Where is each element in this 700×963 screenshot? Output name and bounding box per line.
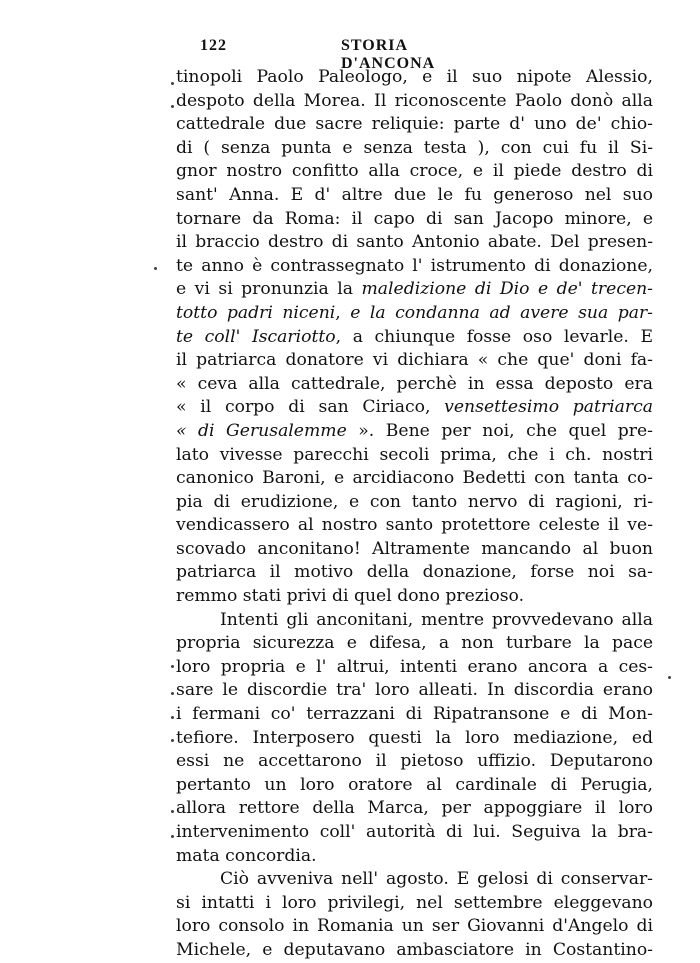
text-line — [176, 278, 653, 302]
text-line: Intenti gli anconitani, mentre provvedevano alla — [220, 609, 653, 630]
text-line: il patriarca donatore vi dichiara « che que' doni fa- — [176, 350, 653, 371]
text-span: ». Bene per noi, che quel pre- — [346, 420, 653, 441]
running-title: STORIA D'ANCONA — [341, 37, 436, 72]
text-line: i fermani co' terrazzani di Ripatransone e di Mon- — [176, 704, 653, 725]
page-number: 122 — [200, 37, 227, 54]
margin-mark — [154, 267, 157, 270]
text-span: e vi si pronunzia la — [176, 279, 362, 300]
text-line: cattedrale due sacre reliquie: parte d' uno de' chio- — [176, 114, 653, 135]
text-line: intervenimento coll' autorità di lui. Seguiva la bra- — [176, 822, 653, 842]
text-line: si intatti i loro privilegi, nel settembre eleggevano — [176, 892, 653, 913]
italic-text: e la condanna ad avere sua par- — [350, 302, 653, 323]
text-line — [176, 420, 653, 444]
paragraph-3 — [176, 868, 653, 962]
text-line: scovado anconitano! Altramente mancando al buon — [176, 538, 653, 559]
text-line: propria sicurezza e difesa, a non turbare la pace — [176, 633, 653, 654]
margin-mark — [171, 739, 174, 742]
text-line: vendicassero al nostro santo protettore celeste il ve- — [176, 515, 653, 536]
text-line: loro propria e l' altrui, intenti erano ancora a ces- — [176, 656, 653, 677]
italic-text: te coll' Iscariotto — [176, 326, 336, 347]
paragraph-1 — [176, 66, 653, 609]
text-line: sare le discordie tra' loro alleati. In discordia erano — [176, 680, 653, 701]
text-line: tefiore. Interposero questi la loro mediazione, ed — [176, 727, 653, 748]
margin-mark — [171, 692, 174, 695]
text-line: pertanto un loro oratore al cardinale di Perugia, — [176, 774, 653, 795]
text-line — [176, 326, 653, 350]
text-line — [176, 302, 653, 326]
italic-text: vensettesimo patriarca — [444, 397, 654, 418]
text-line: lato vivesse parecchi secoli prima, che i ch. nostri — [176, 444, 653, 465]
text-line — [176, 396, 653, 420]
margin-mark — [171, 716, 174, 719]
text-line: tornare da Roma: il capo di san Jacopo minore, e — [176, 208, 653, 229]
text-line: te anno è contrassegnato l' istrumento di donazione, — [176, 255, 653, 276]
text-line: allora rettore della Marca, per appoggiare il loro — [176, 798, 653, 819]
text-line: tinopoli Paolo Paleologo, e il suo nipote Alessio, — [176, 67, 653, 87]
margin-mark — [171, 105, 174, 108]
text-line: canonico Baroni, e arcidiacono Bedetti con tanta co- — [176, 468, 653, 489]
italic-text: maledizione di Dio e de' trecen- — [361, 279, 653, 300]
page-header — [200, 37, 500, 72]
text-span: , a chiunque fosse oso levarle. E — [335, 326, 654, 347]
text-line: pia di erudizione, e con tanto nervo di ragioni, ri- — [176, 491, 653, 512]
text-line: mata concordia. — [176, 845, 317, 866]
italic-text: totto padri niceni — [176, 302, 336, 323]
text-line: remmo stati privi di quel dono prezioso. — [176, 586, 525, 607]
text-line: sant' Anna. E d' altre due le fu generoso nel suo — [176, 184, 653, 205]
text-line: il braccio destro di santo Antonio abate. Del presen- — [176, 232, 653, 253]
text-line: « ceva alla cattedrale, perchè in essa deposto era — [176, 373, 653, 394]
italic-text: « di Gerusalemme — [176, 420, 347, 441]
text-line: Ciò avveniva nell' agosto. E gelosi di conservar- — [220, 869, 653, 890]
text-span: « il corpo di san Ciriaco, — [176, 397, 445, 418]
text-line: loro consolo in Romania un ser Giovanni d'Angelo di — [176, 916, 653, 937]
text-line: despoto della Morea. Il riconoscente Paolo donò alla — [176, 90, 653, 111]
body-text — [176, 66, 653, 963]
text-line: Michele, e deputavano ambasciatore in Costantino- — [176, 939, 653, 960]
text-line: gnor nostro confitto alla croce, e il piede destro di — [176, 161, 653, 182]
margin-mark — [171, 665, 174, 668]
margin-mark — [171, 835, 174, 838]
text-span: , — [335, 302, 351, 323]
paragraph-2 — [176, 609, 653, 869]
text-line: essi ne accettarono il pietoso uffizio. Deputarono — [176, 751, 653, 772]
margin-mark — [171, 810, 174, 813]
margin-mark — [171, 82, 174, 85]
margin-mark — [668, 676, 671, 679]
text-line: patriarca il motivo della donazione, forse noi sa- — [176, 562, 653, 583]
text-line: di ( senza punta e senza testa ), con cui fu il Si- — [176, 137, 653, 158]
